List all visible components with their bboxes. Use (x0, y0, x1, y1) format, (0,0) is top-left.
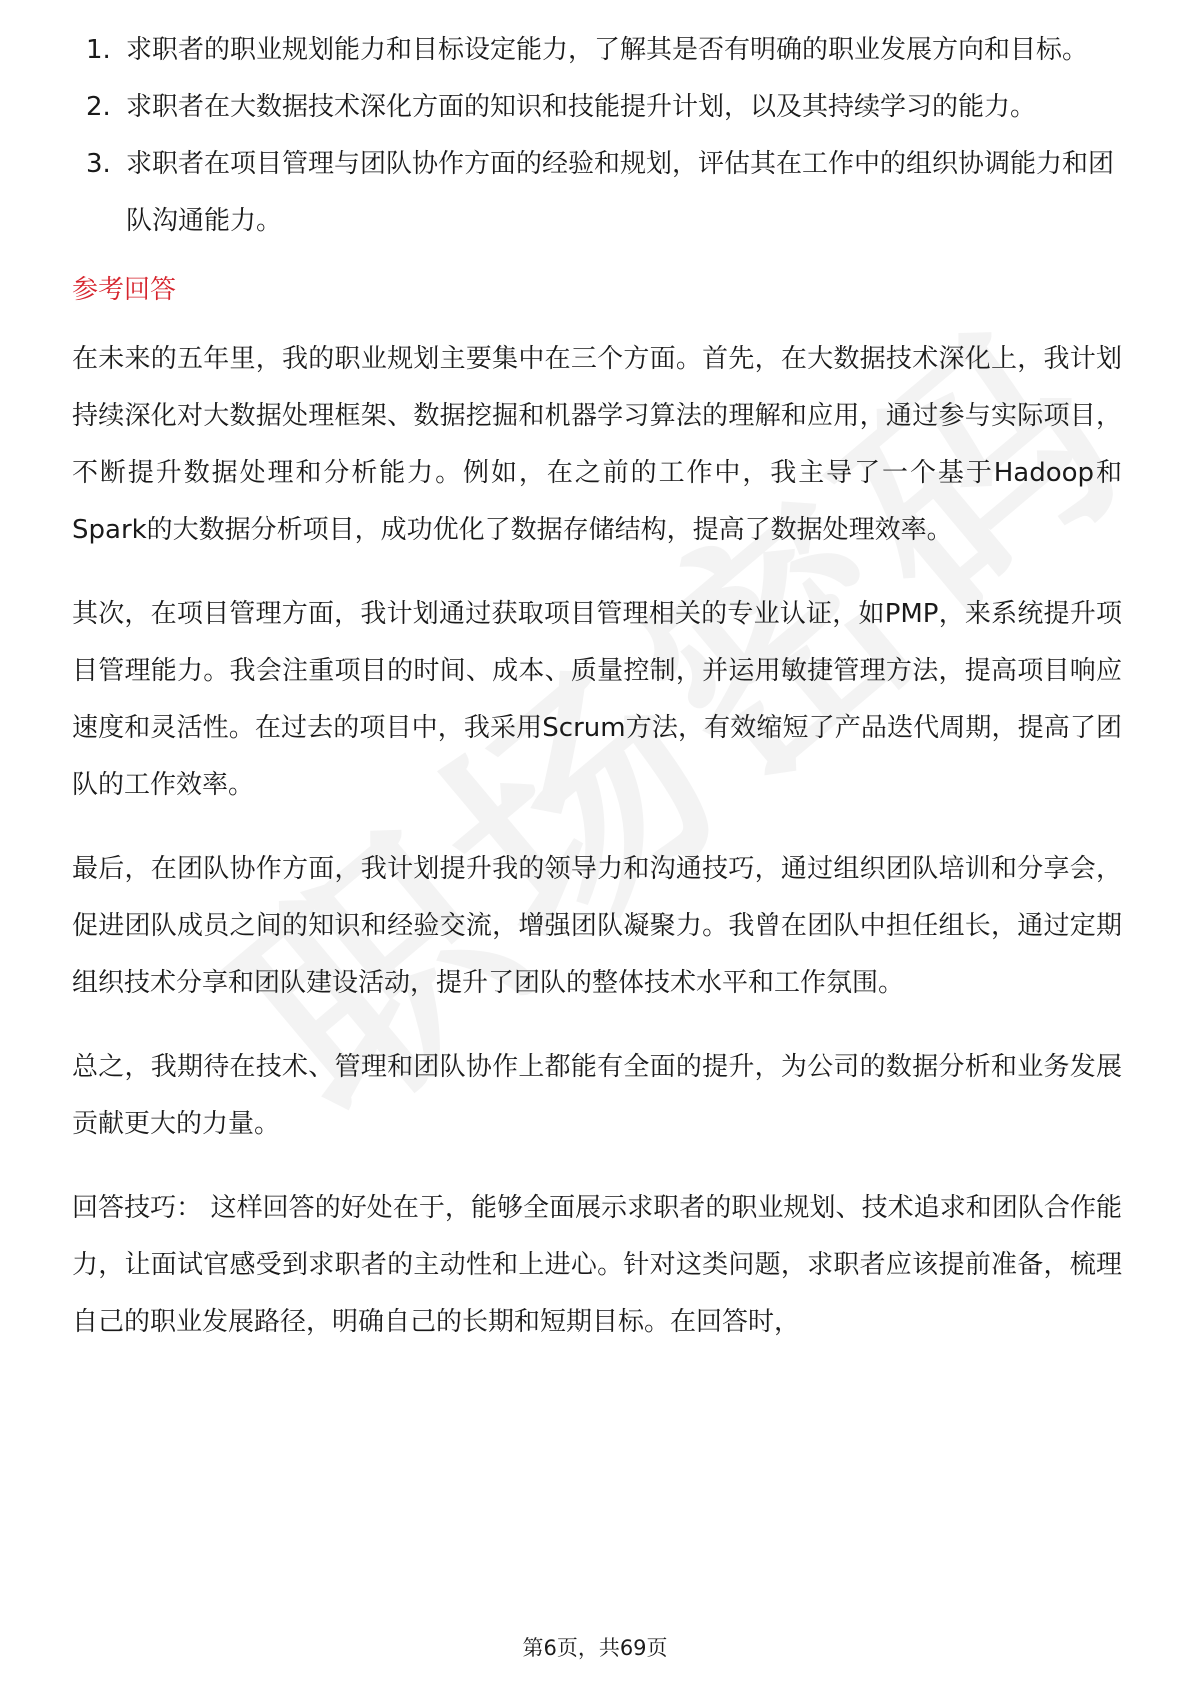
answer-heading: 参考回答 (72, 275, 177, 305)
paragraph: 最后，在团队协作方面，我计划提升我的领导力和沟通技巧，通过组织团队培训和分享会，促进团队成员之间的知识和经验交流，增强团队凝聚力。我曾在团队中担任组长，通过定期组织技术分享和团队建设活动，提升了团队的整体技术水平和工作氛围。 (72, 854, 1122, 998)
paragraph-answer-tips: 回答技巧： 这样回答的好处在于，能够全面展示求职者的职业规划、技术追求和团队合作能力，让面试官感受到求职者的主动性和上进心。针对这类问题，求职者应该提前准备，梳理自己的职业发展路径，明确自己的长期和短期目标。在回答时， (72, 1193, 1122, 1337)
list-item (72, 22, 1122, 79)
list-number: 1. (86, 35, 111, 65)
list-item (72, 79, 1122, 136)
paragraph: 在未来的五年里，我的职业规划主要集中在三个方面。首先，在大数据技术深化上，我计划持续深化对大数据处理框架、数据挖掘和机器学习算法的理解和应用，通过参与实际项目，不断提升数据处理和分析能力。例如，在之前的工作中，我主导了一个基于Hadoop和Spark的大数据分析项目，成功优化了数据存储结构，提高了数据处理效率。 (72, 344, 1122, 545)
paragraph: 其次，在项目管理方面，我计划通过获取项目管理相关的专业认证，如PMP，来系统提升项目管理能力。我会注重项目的时间、成本、质量控制，并运用敏捷管理方法，提高项目响应速度和灵活性。在过去的项目中，我采用Scrum方法，有效缩短了产品迭代周期，提高了团队的工作效率。 (72, 599, 1122, 800)
question-list (72, 22, 1122, 250)
list-item (72, 136, 1122, 250)
list-number: 3. (86, 149, 111, 179)
list-item-text: 求职者在项目管理与团队协作方面的经验和规划，评估其在工作中的组织协调能力和团队沟通能力。 (126, 149, 1115, 236)
page-content (72, 35, 1122, 1378)
list-item-text: 求职者的职业规划能力和目标设定能力，了解其是否有明确的职业发展方向和目标。 (126, 35, 1089, 65)
list-item-text: 求职者在大数据技术深化方面的知识和技能提升计划，以及其持续学习的能力。 (126, 92, 1037, 122)
page-footer: 第6页，共69页 (522, 1636, 668, 1660)
paragraph: 总之，我期待在技术、管理和团队协作上都能有全面的提升，为公司的数据分析和业务发展贡献更大的力量。 (72, 1052, 1122, 1139)
list-number: 2. (86, 92, 111, 122)
